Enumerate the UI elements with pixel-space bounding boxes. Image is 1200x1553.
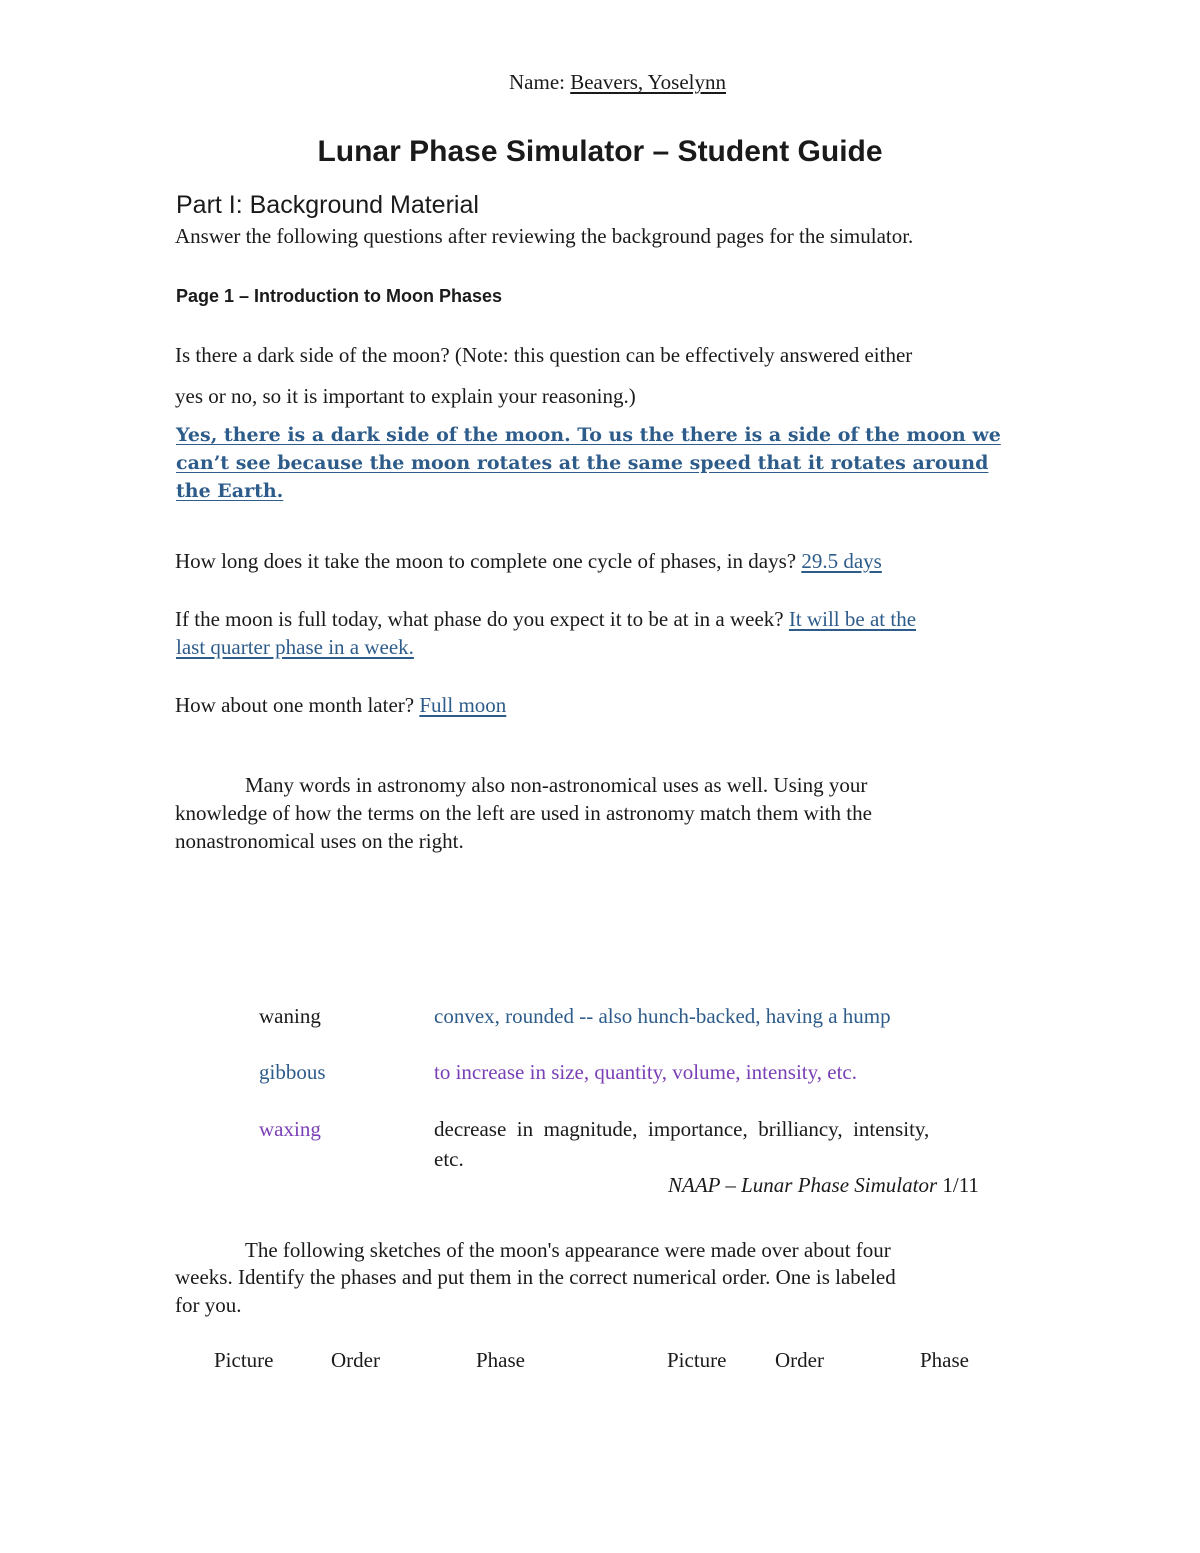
definition-decrease-line-2: etc. [434, 1147, 464, 1171]
col-phase-2: Phase [920, 1348, 969, 1372]
question-1-line-2: yes or no, so it is important to explain your reasoning.) [175, 384, 636, 408]
name-label: Name: [509, 70, 565, 94]
sketches-intro-line-3: for you. [175, 1293, 242, 1317]
sketches-intro-line-1: The following sketches of the moon's appearance were made over about four [245, 1238, 891, 1262]
answer-3-line-2: last quarter phase in a week. [176, 635, 414, 659]
footer-source: NAAP – Lunar Phase Simulator [668, 1173, 938, 1197]
definition-convex: convex, rounded -- also hunch-backed, having a hump [434, 1004, 891, 1028]
answer-1-line-2: can’t see because the moon rotates at the same speed that it rotates around [176, 452, 989, 474]
page1-heading: Page 1 – Introduction to Moon Phases [176, 286, 503, 306]
matching-intro-line-1: Many words in astronomy also non-astronomical uses as well. Using your [245, 773, 868, 797]
footer-page-number: 1/11 [942, 1173, 979, 1197]
col-picture-2: Picture [667, 1348, 727, 1372]
matching-intro-line-2: knowledge of how the terms on the left are used in astronomy match them with the [175, 801, 872, 825]
answer-2: 29.5 days [801, 549, 882, 573]
answer-3-line-1: It will be at the [788, 607, 917, 631]
col-order-2: Order [775, 1348, 824, 1372]
question-1-line-1: Is there a dark side of the moon? (Note: this question can be effectively answered either [175, 343, 913, 367]
question-4-line [175, 693, 506, 718]
document-title: Lunar Phase Simulator – Student Guide [317, 135, 883, 168]
definition-increase: to increase in size, quantity, volume, intensity, etc. [434, 1060, 857, 1084]
part1-heading: Part I: Background Material [176, 191, 479, 219]
question-2: How long does it take the moon to complete one cycle of phases, in days? [175, 549, 797, 573]
term-waxing: waxing [259, 1117, 321, 1141]
answer-4: Full moon [419, 693, 507, 717]
answer-1-line-3: the Earth. [176, 480, 284, 502]
col-picture-1: Picture [214, 1348, 274, 1372]
matching-intro-line-3: nonastronomical uses on the right. [175, 829, 464, 853]
answer-1-line-1: Yes, there is a dark side of the moon. To us the there is a side of the moon we [176, 424, 1001, 446]
col-order-1: Order [331, 1348, 380, 1372]
student-name-line [509, 70, 726, 95]
col-phase-1: Phase [476, 1348, 525, 1372]
question-3-line [175, 607, 916, 632]
term-waning: waning [259, 1004, 321, 1028]
question-3: If the moon is full today, what phase do you expect it to be at in a week? [175, 607, 784, 631]
question-2-line [175, 549, 882, 574]
part1-intro: Answer the following questions after reviewing the background pages for the simulator. [175, 224, 914, 248]
definition-decrease-line-1: decrease in magnitude, importance, brilliancy, intensity, [434, 1117, 930, 1141]
term-gibbous: gibbous [259, 1060, 326, 1084]
question-4: How about one month later? [175, 693, 415, 717]
page-footer [668, 1173, 979, 1198]
sketches-intro-line-2: weeks. Identify the phases and put them in the correct numerical order. One is labeled [175, 1265, 896, 1289]
student-name: Beavers, Yoselynn [570, 70, 726, 94]
